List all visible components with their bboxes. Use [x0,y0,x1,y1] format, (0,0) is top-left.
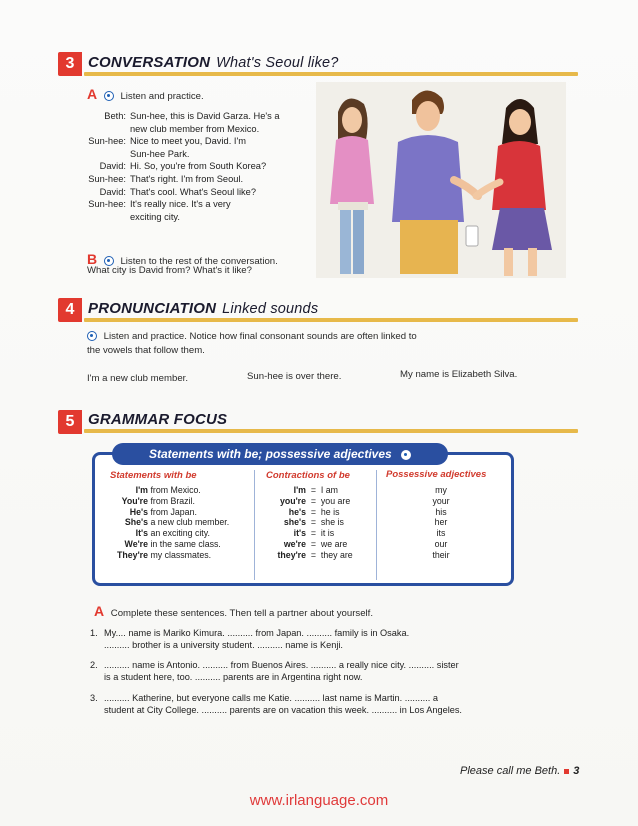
column-divider [254,470,255,580]
column-header: Contractions of be [266,470,350,481]
dialog-line [70,198,330,211]
contraction: she's = she is [283,517,344,528]
task-a-instruction-row [87,86,204,102]
contraction: you're = you are [279,495,351,506]
possessive: our [434,538,448,549]
conversation-dialog [70,110,330,223]
section-title: GRAMMAR FOCUS [88,411,228,428]
task-instruction: Listen and practice. [120,91,204,102]
statement: We're in the same class. [124,538,221,549]
watermark-link[interactable]: www.irlanguage.com [249,792,389,809]
statement: I'm from Mexico. [135,485,201,495]
speaker [70,211,130,224]
linked-sound-example: My name is Elizabeth Silva. [400,369,518,380]
dialog-line [70,110,330,123]
task-letter: A [94,603,105,619]
exercise-line: .......... name is Antonio. .......... from Buenos Aires. .......... a really nice city. .......... sister [104,660,459,670]
column-divider [376,470,377,580]
exercise-instruction-row [94,603,373,619]
possessives-list [386,485,496,561]
line-text: Hi. So, you're from South Korea? [130,161,267,172]
dialog-line [70,186,330,199]
task-letter: A [87,86,98,102]
statement: They're my classmates. [117,549,212,560]
line-text: That's right. I'm from Seoul. [130,173,244,184]
statement: She's a new club member. [124,517,230,528]
linked-sound-example: Sun-hee is over there. [247,371,342,382]
contraction: they're = they are [277,549,353,560]
possessive: its [436,528,446,539]
linked-sound-example: I'm a new club member. [87,373,189,384]
instruction-line: Listen and practice. Notice how final consonant sounds are often linked to [103,331,417,342]
line-text: exciting city. [130,211,180,222]
possessive: their [432,549,450,560]
section-number: 4 [58,298,82,322]
section-title-main: PRONUNCIATION [88,300,217,317]
section-title [88,300,318,317]
statement: He's from Japan. [129,506,197,517]
exercise-line: My.... name is Mariko Kimura. .......... from Japan. .......... family is in Osaka. [104,628,410,638]
line-text: Sun-hee, this is David Garza. He's a [130,111,280,121]
dialog-line [70,135,330,148]
dialog-line [70,211,330,224]
speaker: Sun-hee: [88,136,126,147]
section-number: 3 [58,52,82,76]
dialog-line [70,123,330,136]
possessive: my [435,485,447,495]
exercise-item [90,627,524,651]
section-title-main: CONVERSATION [88,54,211,71]
contraction: I'm = I am [293,485,339,495]
speaker: Sun-hee: [88,199,126,210]
section-subtitle: What's Seoul like? [216,55,339,71]
speaker: Sun-hee: [88,173,126,184]
exercise-item [90,659,524,683]
dialog-line [70,173,330,186]
section-number: 5 [58,410,82,434]
speaker [70,148,130,161]
line-text: Nice to meet you, David. I'm [130,136,246,147]
contraction: it's = it is [293,528,335,539]
instruction-line: the vowels that follow them. [87,345,205,356]
section-rule [84,429,578,433]
section-rule [84,72,578,76]
speaker: Beth: [104,111,126,121]
statement: You're from Brazil. [121,495,195,506]
page-number: 3 [573,765,580,777]
task-question: What city is David from? What's it like? [87,265,252,276]
column-header: Possessive adjectives [386,469,487,480]
speaker: David: [99,186,126,197]
exercise-line: .......... Katherine, but everyone calls me Katie. .......... last name is Martin. .......... a [104,693,438,703]
conversation-illustration [316,82,566,278]
exercise-line: is a student here, too. .......... parents are in Argentina right now. [104,672,363,683]
task-letter: B [87,251,98,267]
contractions-list [262,485,374,561]
exercise-number: 3. [90,693,98,703]
audio-cd-icon[interactable] [87,331,97,341]
dialog-line [70,160,330,173]
section-title [88,54,339,71]
page-footer [460,765,579,777]
section-subtitle: Linked sounds [222,301,319,317]
footer-square-icon [564,769,569,774]
speaker: David: [99,161,126,172]
exercise-item [90,692,524,716]
exercise-line: .......... brother is a university student. .......... name is Kenji. [104,640,343,651]
possessive: her [434,517,448,528]
contraction: we're = we are [283,538,348,549]
pronunciation-instruction [87,331,417,342]
line-text: It's really nice. It's a very [130,199,231,210]
statement: It's an exciting city. [135,528,210,539]
contraction: he's = he is [288,506,340,517]
section-rule [84,318,578,322]
grammar-box-title [112,443,448,465]
statements-list [104,485,254,561]
possessive: your [432,495,450,506]
line-text: That's cool. What's Seoul like? [130,186,257,197]
grammar-box-title-text: Statements with be; possessive adjectives [148,447,392,461]
task-instruction: Complete these sentences. Then tell a partner about yourself. [110,608,374,619]
audio-cd-icon[interactable] [104,91,114,101]
footer-text: Please call me Beth. [460,765,561,777]
exercise-number: 2. [90,660,98,670]
task-instruction: Listen to the rest of the conversation. [120,256,278,267]
exercise-number: 1. [90,628,98,638]
dialog-line [70,148,330,161]
column-header: Statements with be [110,470,197,481]
line-text: new club member from Mexico. [130,123,260,134]
speaker [70,123,130,136]
audio-cd-icon[interactable] [401,450,411,460]
exercise-line: student at City College. .......... parents are on vacation this week. .......... in Los Angeles. [104,705,462,716]
possessive: his [435,506,447,517]
line-text: Sun-hee Park. [130,148,190,159]
